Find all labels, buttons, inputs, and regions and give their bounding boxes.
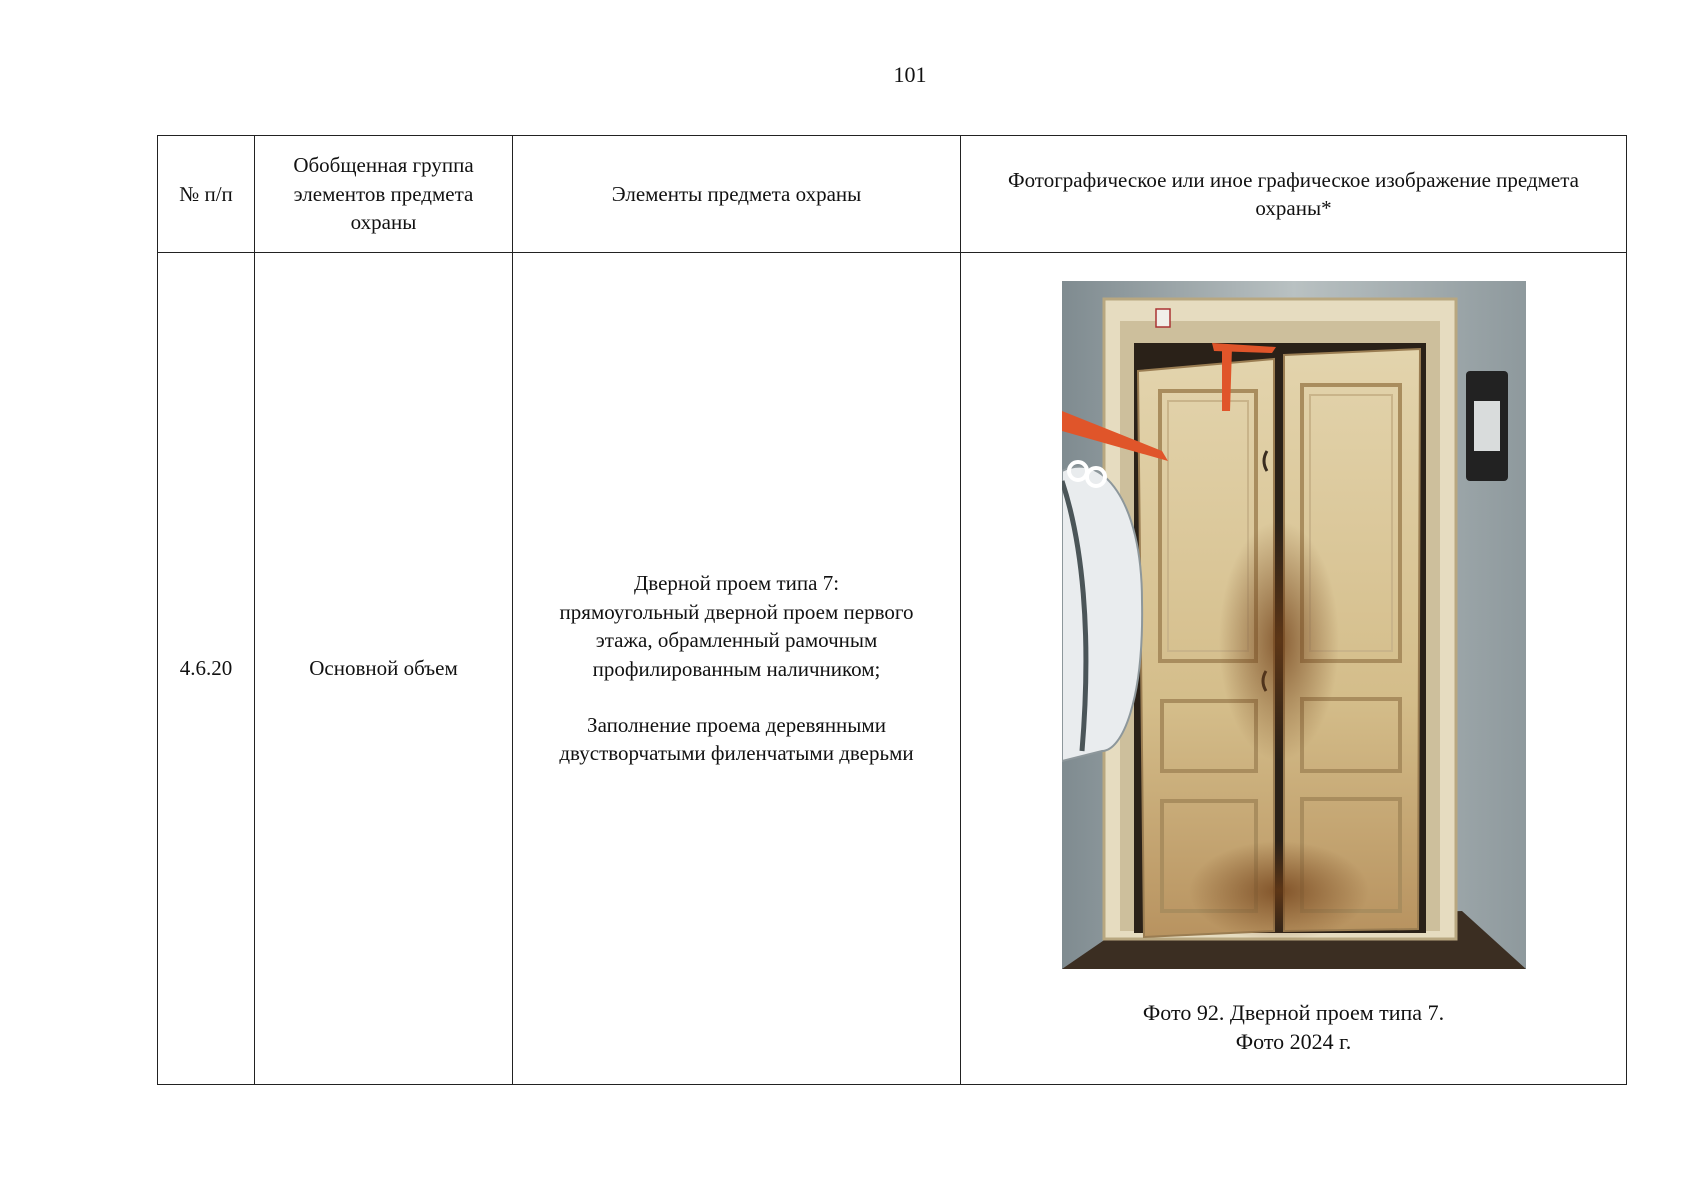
table-row (158, 253, 1627, 1085)
page-number: 101 (893, 62, 927, 87)
elements-fill-line: Заполнение проема деревянными (587, 712, 886, 737)
caption-line: Фото 92. Дверной проем типа 7. (1142, 1000, 1445, 1025)
row-group: Основной объем (255, 253, 513, 1085)
sticker-shape (1156, 309, 1170, 327)
header-elements: Элементы предмета охраны (513, 136, 961, 253)
row-num: 4.6.20 (158, 253, 255, 1085)
row-elements (513, 253, 961, 1085)
caption-line: Фото 2024 г. (1235, 1028, 1352, 1054)
elements-fill-line: двустворчатыми филенчатыми дверьми (559, 741, 914, 766)
electrical-box-panel-shape (1474, 401, 1500, 451)
stain-shape (1219, 521, 1339, 761)
elements-line: этажа, обрамленный рамочным (595, 628, 878, 653)
elements-line: профилированным наличником; (592, 656, 881, 681)
header-group: Обобщенная группа элементов предмета охраны (255, 136, 513, 253)
door-photo (1062, 281, 1526, 969)
row-photo-cell (961, 253, 1627, 1085)
paragraph-gap (523, 683, 950, 711)
table-header-row (158, 136, 1627, 253)
photo-caption (971, 999, 1616, 1056)
elements-line: прямоугольный дверной проем первого (559, 599, 914, 624)
header-num: № п/п (158, 136, 255, 253)
heritage-table (157, 135, 1627, 1085)
header-image: Фотографическое или иное графическое изображение предмета охраны* (961, 136, 1627, 253)
elements-line: Дверной проем типа 7: (633, 571, 840, 596)
stain-bottom-shape (1189, 841, 1369, 941)
